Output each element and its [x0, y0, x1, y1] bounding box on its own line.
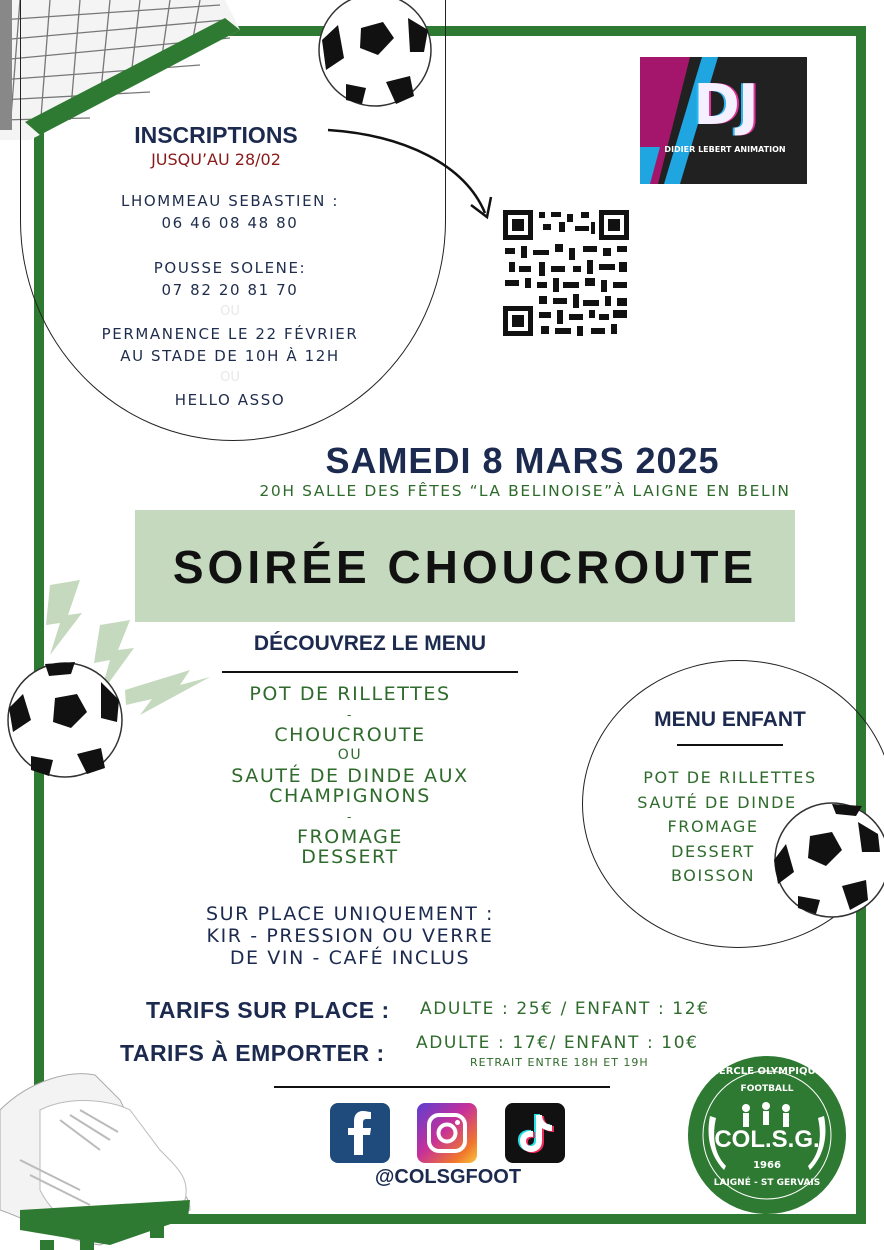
- kids-menu-item: BOISSON: [670, 866, 756, 885]
- price-takeaway-label: TARIFS À EMPORTER :: [120, 1040, 385, 1066]
- facebook-icon[interactable]: [330, 1103, 390, 1163]
- contact-1-name: LHOMMEAU SEBASTIEN :: [121, 192, 339, 210]
- kids-menu-item: SAUTÉ DE DINDE: [637, 792, 797, 812]
- kids-menu-heading: MENU ENFANT: [654, 708, 806, 731]
- club-badge-name: COL.S.G.: [714, 1126, 820, 1153]
- menu-item-dessert: DESSERT: [301, 846, 399, 868]
- menu-item-saute-line-2: CHAMPIGNONS: [269, 785, 431, 807]
- menu-heading: DÉCOUVREZ LE MENU: [253, 632, 487, 655]
- hello-asso: HELLO ASSO: [174, 391, 286, 409]
- kids-menu-item: FROMAGE: [667, 817, 759, 836]
- drinks-line-3: DE VIN - CAFÉ INCLUS: [229, 947, 471, 969]
- instagram-icon[interactable]: [417, 1103, 477, 1163]
- pickup-note: RETRAIT ENTRE 18H ET 19H: [470, 1056, 649, 1069]
- menu-item-rillettes: POT DE RILLETTES: [249, 683, 451, 705]
- social-handle[interactable]: @COLSGFOOT: [374, 1166, 522, 1188]
- dj-logo: [640, 57, 807, 184]
- price-takeaway-value: ADULTE : 17€/ ENFANT : 10€: [416, 1033, 699, 1053]
- or-separator-2: OU: [220, 370, 240, 385]
- club-badge-sub-text: FOOTBALL: [740, 1084, 794, 1094]
- qr-code[interactable]: [503, 210, 629, 336]
- event-date: SAMEDI 8 MARS 2025: [325, 440, 720, 481]
- inscriptions-deadline: JUSQU’AU 28/02: [151, 150, 281, 169]
- event-title: SOIRÉE CHOUCROUTE: [172, 541, 758, 593]
- permanence-line-1: PERMANENCE LE 22 FÉVRIER: [101, 325, 359, 343]
- contact-1-phone: 06 46 08 48 80: [161, 214, 299, 232]
- instagram-glyph: [417, 1103, 477, 1163]
- club-badge-top-text: CERCLE OLYMPIQUE: [711, 1066, 823, 1077]
- menu-item-choucroute: CHOUCROUTE: [274, 723, 426, 746]
- club-badge-year: 1966: [753, 1160, 781, 1171]
- footer-rule: [274, 1086, 610, 1088]
- or-separator-1: OU: [220, 304, 240, 319]
- arrow-icon: [325, 125, 495, 225]
- dj-logo-caption: DIDIER LEBERT ANIMATION: [664, 145, 786, 154]
- event-venue: 20H SALLE DES FÊTES “LA BELINOISE”À LAIGNE EN BELIN: [259, 482, 791, 500]
- menu-items: [180, 684, 520, 868]
- inscriptions-title: INSCRIPTIONS: [134, 122, 298, 148]
- menu-item-fromage: FROMAGE: [296, 825, 404, 848]
- menu-item-saute-line-1: SAUTÉ DE DINDE AUX: [231, 764, 469, 787]
- soccer-ball-right: [772, 800, 884, 920]
- menu-or: OU: [337, 747, 363, 763]
- club-badge-bottom-text: LAIGNÉ - ST GERVAIS: [713, 1178, 821, 1188]
- tiktok-glyph: [505, 1103, 565, 1163]
- soccer-ball-left: [5, 660, 125, 780]
- contact-2: [70, 257, 390, 301]
- permanence-info: [60, 323, 400, 367]
- price-onsite-label: TARIFS SUR PLACE :: [146, 997, 390, 1023]
- dj-logo-letters: DJ: [693, 73, 757, 138]
- football-boots-illustration: [0, 1040, 200, 1250]
- soccer-ball-top: [316, 0, 434, 110]
- kids-menu-rule: [677, 744, 783, 746]
- drinks-line-1: SUR PLACE UNIQUEMENT :: [205, 903, 495, 925]
- menu-separator-2: -: [347, 809, 353, 824]
- contact-2-name: POUSSE SOLENE:: [153, 259, 307, 277]
- drinks-line-2: KIR - PRESSION OU VERRE: [206, 925, 494, 947]
- drinks-info: [160, 903, 540, 969]
- facebook-glyph: [330, 1103, 390, 1163]
- kids-menu-item: POT DE RILLETTES: [643, 768, 817, 787]
- permanence-line-2: AU STADE DE 10H À 12H: [120, 347, 340, 365]
- club-badge: [688, 1056, 846, 1214]
- tiktok-icon[interactable]: [505, 1103, 565, 1163]
- kids-menu-item: DESSERT: [671, 841, 755, 861]
- menu-separator-1: -: [347, 707, 353, 722]
- menu-heading-rule: [222, 671, 518, 673]
- price-onsite-value: ADULTE : 25€ / ENFANT : 12€: [420, 999, 710, 1019]
- contact-2-phone: 07 82 20 81 70: [161, 281, 299, 299]
